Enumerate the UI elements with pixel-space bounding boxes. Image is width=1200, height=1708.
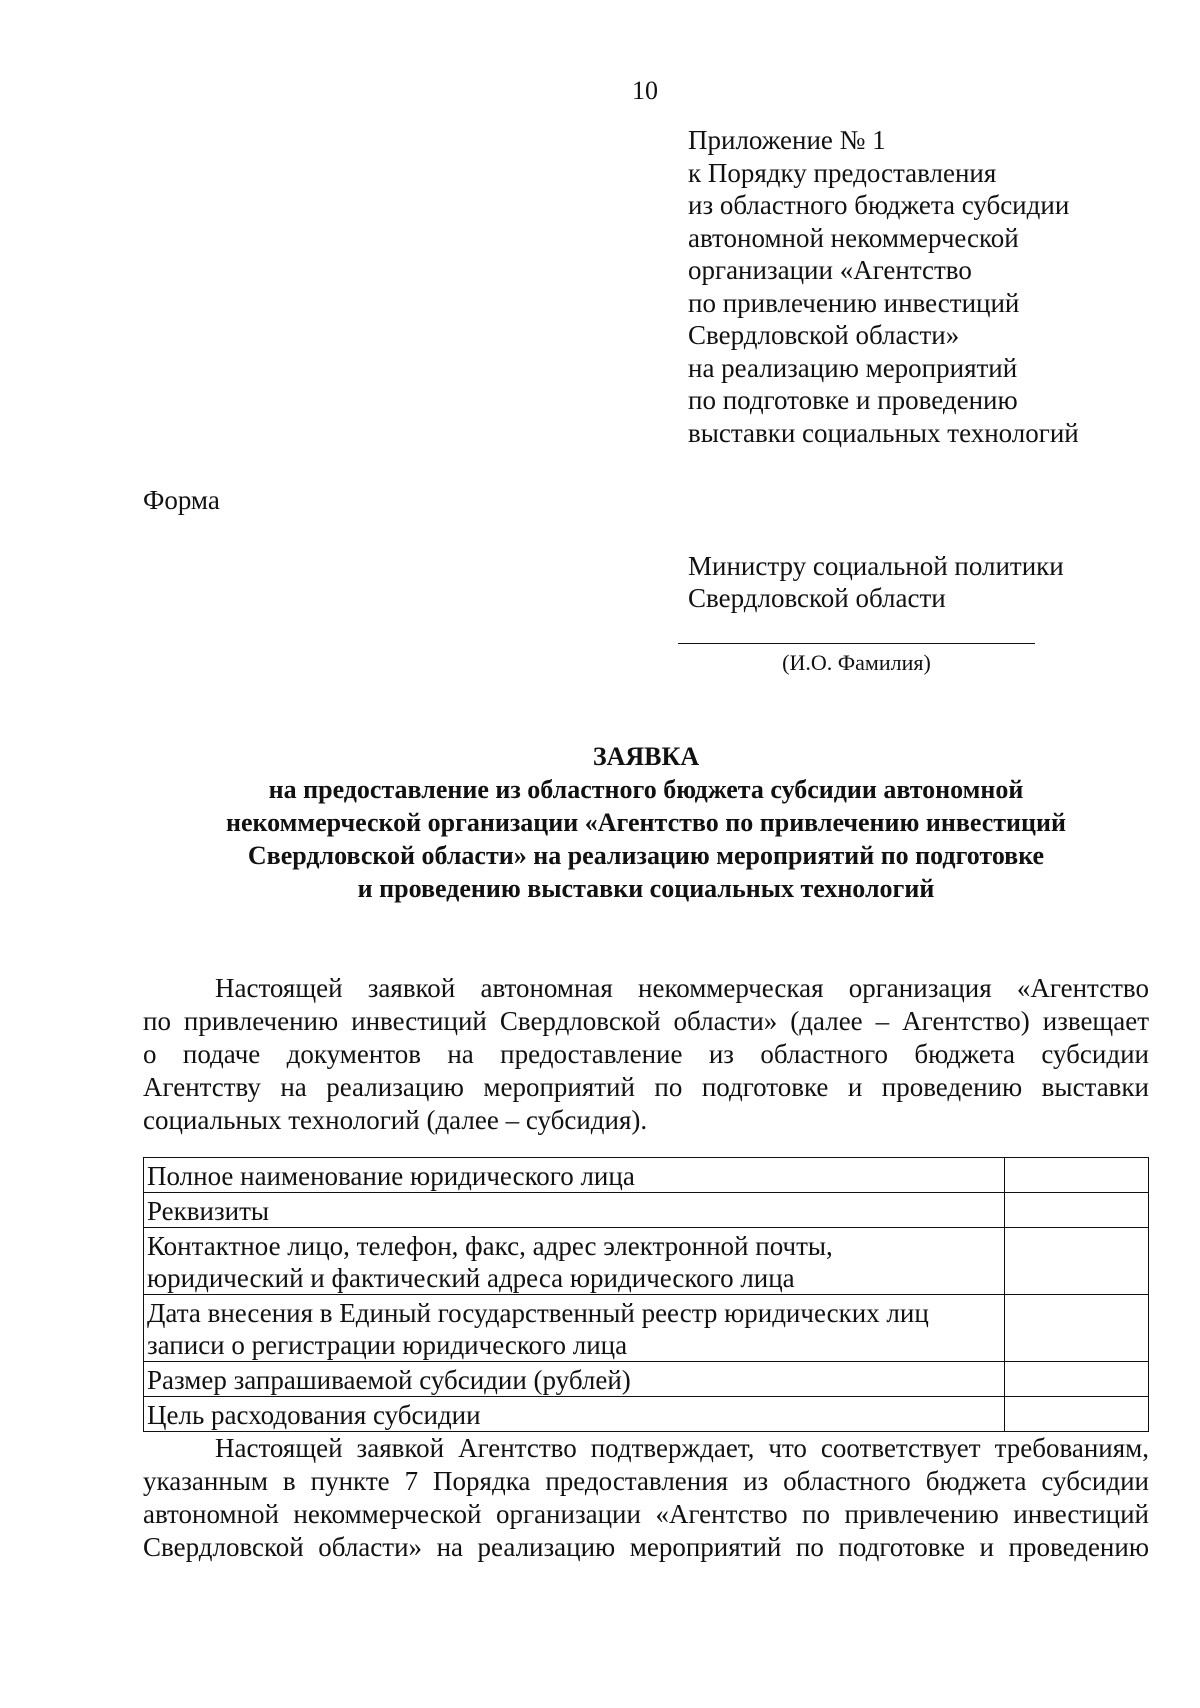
table-row — [144, 1362, 1149, 1397]
confirm-line: Свердловской области» на реализацию мероприятий по подготовке и проведению — [143, 1532, 1149, 1562]
title-line: некоммерческой организации «Агентство по привлечению инвестиций — [226, 808, 1066, 837]
signature-line — [678, 643, 1035, 644]
application-table — [143, 1157, 1149, 1432]
title-line: Свердловской области» на реализацию мероприятий по подготовке — [247, 841, 1045, 870]
appendix-line: организации «Агентство — [688, 255, 972, 285]
document-title — [143, 740, 1149, 905]
appendix-line: из областного бюджета субсидии — [688, 190, 1070, 220]
table-cell-label — [144, 1397, 1005, 1432]
appendix-line: автономной некоммерческой — [688, 222, 1019, 253]
addressee-line: Свердловской области — [688, 583, 946, 613]
table-cell-value[interactable] — [1004, 1362, 1148, 1397]
title-heading: ЗАЯВКА — [592, 742, 700, 771]
table-row — [144, 1193, 1149, 1228]
table-cell-label — [144, 1295, 1005, 1362]
addressee-line: Министру социальной политики — [688, 551, 1064, 581]
appendix-line: по привлечению инвестиций — [688, 287, 1020, 318]
intro-line: по привлечению инвестиций Свердловской области» (далее – Агентство) извещает — [143, 1006, 1149, 1036]
intro-line: Агентству на реализацию мероприятий по подготовке и проведению выставки — [143, 1072, 1149, 1102]
cell-text: Реквизиты — [147, 1196, 270, 1226]
cell-text: Размер запрашиваемой субсидии (рублей) — [147, 1365, 631, 1395]
intro-line: о подаче документов на предоставление из областного бюджета субсидии — [143, 1039, 1149, 1069]
appendix-line: Свердловской области» — [688, 320, 960, 350]
signature-caption: (И.О. Фамилия) — [782, 650, 931, 675]
table-row — [144, 1228, 1149, 1295]
intro-line: Настоящей заявкой автономная некоммерческая организация «Агентство — [215, 973, 1149, 1003]
table-cell-label — [144, 1362, 1005, 1397]
confirm-line: автономной некоммерческой организации «Агентство по привлечению инвестиций — [143, 1499, 1149, 1529]
appendix-line: к Порядку предоставления — [688, 157, 997, 188]
intro-paragraph — [143, 972, 1149, 1137]
page-number: 10 — [632, 76, 658, 105]
table-row — [144, 1295, 1149, 1362]
table-cell-value[interactable] — [1004, 1295, 1148, 1362]
cell-text: Дата внесения в Единый государственный реестр юридических лиц — [147, 1298, 929, 1328]
intro-line: социальных технологий (далее – субсидия). — [143, 1105, 648, 1135]
table-row — [144, 1397, 1149, 1432]
appendix-line: выставки социальных технологий — [688, 417, 1079, 448]
confirm-line: Настоящей заявкой Агентство подтверждает, что соответствует требованиям, — [215, 1433, 1149, 1463]
table-cell-value[interactable] — [1004, 1158, 1148, 1193]
appendix-line: на реализацию мероприятий — [688, 352, 1018, 383]
appendix-line: Приложение № 1 — [688, 125, 886, 155]
appendix-line: по подготовке и проведению — [688, 385, 1018, 415]
table-row — [144, 1158, 1149, 1193]
table-cell-label — [144, 1193, 1005, 1228]
addressee-block — [688, 550, 1064, 614]
cell-text: Полное наименование юридического лица — [147, 1161, 635, 1191]
appendix-header — [688, 124, 1188, 449]
title-line: на предоставление из областного бюджета субсидии автономной — [268, 775, 1024, 804]
cell-text: записи о регистрации юридического лица — [147, 1330, 628, 1360]
table-cell-value[interactable] — [1004, 1193, 1148, 1228]
table-cell-value[interactable] — [1004, 1397, 1148, 1432]
cell-text: юридический и фактический адреса юридического лица — [147, 1263, 795, 1293]
confirm-line: указанным в пункте 7 Порядка предоставления из областного бюджета субсидии — [143, 1466, 1149, 1496]
table-cell-value[interactable] — [1004, 1228, 1148, 1295]
table-cell-label — [144, 1228, 1005, 1295]
cell-text: Цель расходования субсидии — [147, 1400, 481, 1430]
cell-text: Контактное лицо, телефон, факс, адрес электронной почты, — [147, 1231, 833, 1261]
table-cell-label — [144, 1158, 1005, 1193]
confirmation-paragraph — [143, 1432, 1149, 1564]
title-line: и проведению выставки социальных технологий — [357, 874, 935, 903]
form-label: Форма — [143, 485, 220, 515]
